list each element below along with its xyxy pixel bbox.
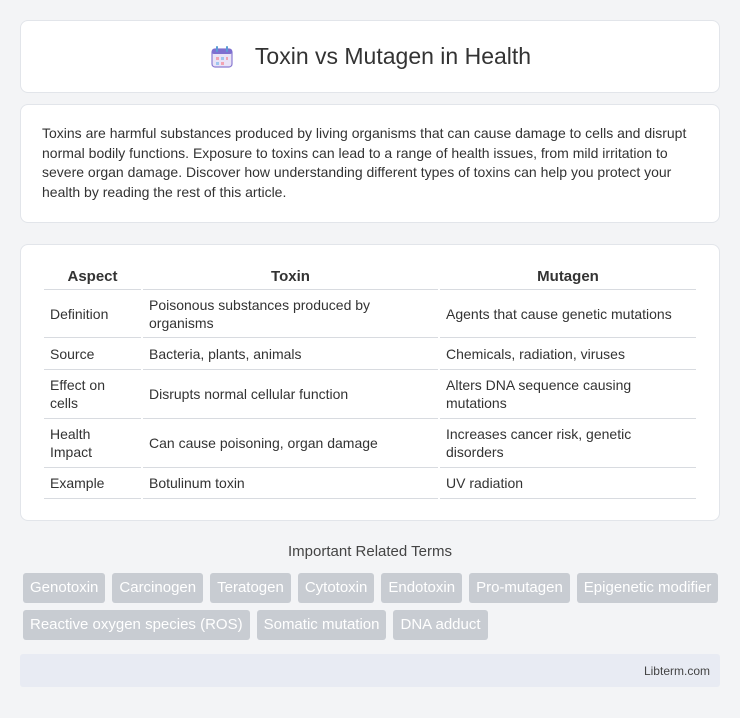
- cell-mutagen: Alters DNA sequence causing mutations: [440, 370, 696, 419]
- cell-mutagen: UV radiation: [440, 468, 696, 499]
- cell-mutagen: Increases cancer risk, genetic disorders: [440, 419, 696, 468]
- comparison-card: [20, 244, 720, 521]
- header-mutagen: Mutagen: [440, 264, 696, 290]
- cell-toxin: Poisonous substances produced by organisms: [143, 290, 438, 338]
- cell-toxin: Bacteria, plants, animals: [143, 338, 438, 370]
- tag-reactive-oxygen-species[interactable]: Reactive oxygen species (ROS): [23, 610, 250, 640]
- tag-somatic-mutation[interactable]: Somatic mutation: [257, 610, 387, 640]
- tag-endotoxin[interactable]: Endotoxin: [381, 573, 462, 603]
- related-terms-title: Important Related Terms: [288, 543, 452, 560]
- tag-teratogen[interactable]: Teratogen: [210, 573, 291, 603]
- cell-toxin: Disrupts normal cellular function: [143, 370, 438, 419]
- cell-aspect: Effect on cells: [44, 370, 141, 419]
- tag-dna-adduct[interactable]: DNA adduct: [393, 610, 487, 640]
- tag-cytotoxin[interactable]: Cytotoxin: [298, 573, 375, 603]
- cell-toxin: Botulinum toxin: [143, 468, 438, 499]
- intro-card: [20, 104, 720, 223]
- cell-aspect: Health Impact: [44, 419, 141, 468]
- cell-mutagen: Chemicals, radiation, viruses: [440, 338, 696, 370]
- cell-mutagen: Agents that cause genetic mutations: [440, 290, 696, 338]
- comparison-table: [42, 264, 698, 499]
- table-header-row: [44, 264, 696, 290]
- cell-aspect: Definition: [44, 290, 141, 338]
- tag-pro-mutagen[interactable]: Pro-mutagen: [469, 573, 570, 603]
- header-toxin: Toxin: [143, 264, 438, 290]
- table-row: [44, 419, 696, 468]
- tag-carcinogen[interactable]: Carcinogen: [112, 573, 203, 603]
- footer-brand-link[interactable]: Libterm.com: [643, 663, 710, 678]
- header-aspect: Aspect: [44, 264, 141, 290]
- table-row: [44, 290, 696, 338]
- tag-genotoxin[interactable]: Genotoxin: [23, 573, 105, 603]
- header-card: [20, 20, 720, 93]
- tag-epigenetic-modifier[interactable]: Epigenetic modifier: [577, 573, 719, 603]
- cell-toxin: Can cause poisoning, organ damage: [143, 419, 438, 468]
- table-row: [44, 338, 696, 370]
- calendar-icon: [209, 44, 235, 70]
- related-terms-list: [20, 573, 720, 640]
- page-title: Toxin vs Mutagen in Health: [254, 43, 532, 69]
- table-row: [44, 370, 696, 419]
- cell-aspect: Source: [44, 338, 141, 370]
- footer: [20, 654, 720, 687]
- intro-text: Toxins are harmful substances produced by living organisms that can cause damage to cells and disrupt normal bodily functions. Exposure to toxins can lead to a range of health issues, from mild irritation to severe organ damage. Discover how understanding different types of toxins can help you protect your health by reading the rest of this article.: [42, 125, 687, 200]
- table-row: [44, 468, 696, 499]
- cell-aspect: Example: [44, 468, 141, 499]
